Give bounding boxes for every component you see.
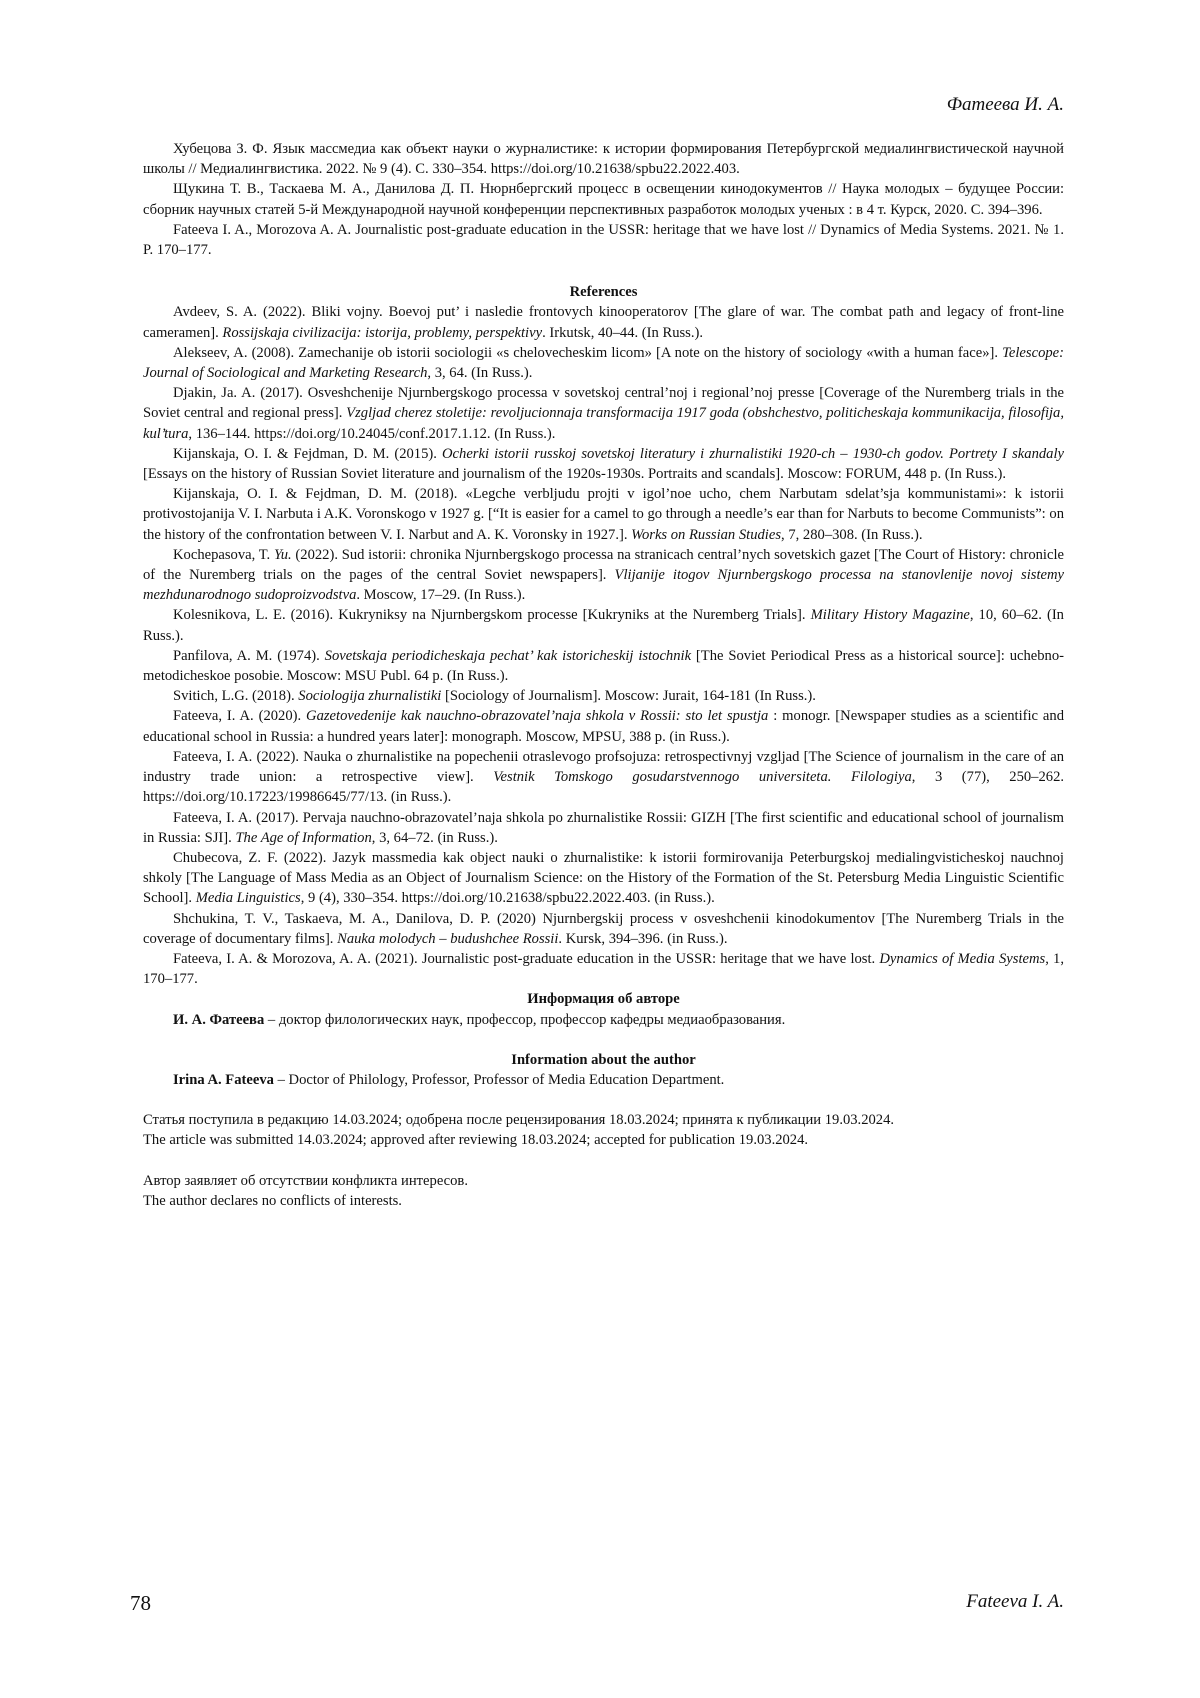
references-list (143, 302, 1064, 989)
conflict-statement-ru: Автор заявляет об отсутствии конфликта интересов. (143, 1172, 468, 1189)
reference-entry: Fateeva, I. A. (2017). Pervaja nauchno-obrazovatel’naja shkola po zhurnalistike Rossii: GIZH [The first scientific and educational school of journalism in Russia: SJI]. The Age of Information, 3, 64–72. (in Russ.). (143, 809, 1064, 846)
reference-entry: Panfilova, A. M. (1974). Sovetskaja periodicheskaja pechat’ kak istoricheskij istochnik [The Soviet Periodical Press as a historical source]: uchebno-metodicheskoe posobie. Moscow: MSU Publ. 64 p. (In Russ.). (143, 647, 1064, 685)
reference-entry: Svitich, L.G. (2018). Sociologija zhurnalistiki [Sociology of Journalism]. Moscow: Jurait, 164-181 (In Russ.). (173, 688, 816, 705)
reference-entry: Fateeva, I. A. (2022). Nauka o zhurnalistike na popechenii otraslevogo profsojuza: retrospectivnyj vzgljad [The Science of journalism in the care of an industry trade union: a retrospective view]. Vestnik Tomskogo gosudarstvennogo universiteta. Filologiya, 3 (77), 250–262. https://doi.org/10.17223/19986645/77/13. (in Russ.). (143, 748, 1065, 806)
author-info-ru: И. А. Фатеева – доктор филологических наук, профессор, профессор кафедры медиаобразования. (173, 1011, 786, 1028)
reference-entry: Kijanskaja, O. I. & Fejdman, D. M. (2018). «Legche verbljudu projti v igol’noe ucho, chem Narbutam sdelat’sja kommunistami»: k istorii protivostojanija V. I. Narbuta i A.K. Voronskogo v 1927 g. [“It is easier for a camel to go through a needle’s ear than for Narbuts to become Communists”: on the history of the confrontation between V. I. Narbut and A. K. Voronsky in 1927.]. Works on Russian Studies, 7, 280–308. (In Russ.). (143, 486, 1064, 543)
running-head: Фатеева И. А. (946, 94, 1064, 115)
author-info-en-heading: Information about the author (511, 1051, 696, 1068)
reference-entry: Kolesnikova, L. E. (2016). Kukryniksy na Njurnbergskom processe [Kukryniks at the Nuremberg Trials]. Military History Magazine, 10, 60–62. (In Russ.). (143, 607, 1064, 644)
footer-author: Fateeva I. A. (966, 1591, 1064, 1612)
reference-entry: Kochepasova, T. Yu. (2022). Sud istorii: chronika Njurnbergskogo processa na stranicach central’nych sovetskich gazet [The Court of History: chronicle of the Nuremberg trials on the pages of the central Soviet newspapers]. Vlijanije itogov Njurnbergskogo processa na stanovlenije novoj sistemy mezhdunarodnogo sudoproizvodstva. Moscow, 17–29. (In Russ.). (143, 546, 1064, 604)
article-body (143, 139, 1064, 1211)
page-number: 78 (130, 1591, 151, 1615)
russian-references (143, 139, 1064, 260)
submission-dates-ru: Статья поступила в редакцию 14.03.2024; одобрена после рецензирования 18.03.2024; принята к публикации 19.03.2024. (143, 1112, 895, 1129)
reference-entry: Fateeva, I. A. & Morozova, A. A. (2021). Journalistic post-graduate education in the USSR: heritage that we have lost. Dynamics of Media Systems, 1, 170–177. (143, 950, 1064, 988)
reference-entry: Щукина Т. В., Таскаева М. А., Данилова Д. П. Нюрнбергский процесс в освещении кинодокументов // Наука молодых – будущее России: сборник научных статей 5-й Международной научной конференции перспективных разработок молодых ученых : в 4 т. Курск, 2020. С. 394–396. (143, 181, 1064, 218)
reference-entry: Kijanskaja, O. I. & Fejdman, D. M. (2015). Ocherki istorii russkoj sovetskoj literatury i zhurnalistiki 1920-ch – 1930-ch godov. Portrety I skandaly [Essays on the history of Russian Soviet literature and journalism of the 1920s-1930s. Portraits and scandals]. Moscow: FORUM, 448 p. (In Russ.). (143, 445, 1064, 483)
author-info-ru-heading: Информация об авторе (527, 991, 680, 1008)
reference-entry: Fateeva, I. A. (2020). Gazetovedenije kak nauchno-obrazovatel’naja shkola v Rossii: sto let spustja : monogr. [Newspaper studies as a scientific and educational school in Russia: a hundred years later]: monograph. Moscow, MPSU, 388 p. (in Russ.). (143, 708, 1064, 745)
reference-entry: Shchukina, T. V., Taskaeva, M. A., Danilova, D. P. (2020) Njurnbergskij process v osveshchenii kinodokumentov [The Nuremberg Trials in the coverage of documentary films]. Nauka molodych – budushchee Rossii. Kursk, 394–396. (in Russ.). (143, 910, 1064, 947)
author-info-en: Irina A. Fateeva – Doctor of Philology, Professor, Professor of Media Education Department. (173, 1071, 725, 1088)
reference-entry: Alekseev, A. (2008). Zamechanije ob istorii sociologii «s chelovecheskim licom» [A note on the history of sociology «with a human face»]. Telescope: Journal of Sociological and Marketing Research, 3, 64. (In Russ.). (143, 344, 1064, 382)
references-heading: References (569, 284, 638, 301)
conflict-statement-en: The author declares no conflicts of interests. (143, 1192, 402, 1209)
reference-entry: Chubecova, Z. F. (2022). Jazyk massmedia kak object nauki o zhurnalistike: k istorii formirovanija Peterburgskoj medialingvisticheskoj nauchnoj shkoly [The Language of Mass Media as an Object of Journalism Science: on the History of the Formation of the St. Petersburg Media Linguistic Scientific School]. Media Linguistics, 9 (4), 330–354. https://doi.org/10.21638/spbu22.2022.403. (in Russ.). (143, 849, 1064, 907)
submission-dates-en: The article was submitted 14.03.2024; approved after reviewing 18.03.2024; accepted for publication 19.03.2024. (143, 1132, 809, 1149)
reference-entry: Хубецова З. Ф. Язык массмедиа как объект науки о журналистике: к истории формирования Петербургской медиалингвистической научной школы // Медиалингвистика. 2022. № 9 (4). С. 330–354. https://doi.org/10.21638/spbu22.2022.403. (143, 141, 1064, 178)
reference-entry: Djakin, Ja. A. (2017). Osveshchenije Njurnbergskogo processa v sovetskoj central’noj i regional’noj presse [Coverage of the Nuremberg trials in the Soviet central and regional press]. Vzgljad cherez stoletije: revoljucionnaja transformacija 1917 goda (obshchestvo, politicheskaja kommunikacija, filosofija, kul’tura, 136–144. https://doi.org/10.24045/conf.2017.1.12. (In Russ.). (143, 385, 1065, 442)
reference-entry: Fateeva I. A., Morozova A. A. Journalistic post-graduate education in the USSR: heritage that we have lost // Dynamics of Media Systems. 2021. № 1. P. 170–177. (143, 221, 1064, 259)
reference-entry: Avdeev, S. A. (2022). Bliki vojny. Boevoj put’ i nasledie frontovych kinooperatorov [The glare of war. The combat path and legacy of front-line cameramen]. Rossijskaja civilizacija: istorija, problemy, perspektivy. Irkutsk, 40–44. (In Russ.). (143, 304, 1064, 341)
